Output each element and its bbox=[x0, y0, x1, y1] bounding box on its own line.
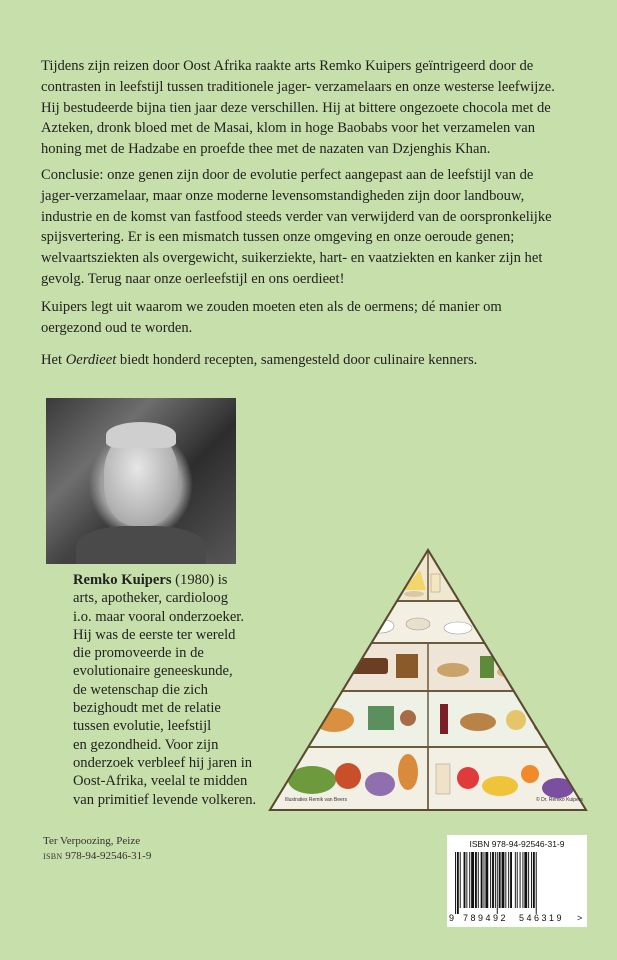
pyramid-copyright: © Dr. Remko Kuipers bbox=[536, 797, 584, 803]
barcode-digits-left: 789492 bbox=[463, 913, 509, 923]
barcode-isbn-text: ISBN 978-94-92546-31-9 bbox=[469, 839, 565, 849]
conclusion-paragraph bbox=[41, 165, 589, 290]
p2-line: gevolg. Terug naar onze oerleefstijl en ons oerdieet! bbox=[41, 270, 345, 287]
p1-line: honing met de Hadzabe en proefde thee met de nazaten van Dzjenghis Khan. bbox=[41, 141, 491, 158]
bio-line: Hij was de eerste ter wereld bbox=[73, 626, 236, 643]
barcode-digit-end: > bbox=[577, 913, 583, 923]
bio-line: evolutionaire geneeskunde, bbox=[73, 663, 233, 680]
food-pyramid-illustration bbox=[268, 548, 588, 816]
recipes-paragraph bbox=[41, 350, 589, 371]
publisher-name: Ter Verpoozing, Peize bbox=[43, 835, 141, 847]
p1-line: contrasten in leefstijl tussen traditionele jager- verzamelaars en onze westerse leefwijze. bbox=[41, 78, 555, 95]
recipes-text-after: biedt honderd recepten, samengesteld door culinaire kenners. bbox=[116, 352, 478, 368]
p2-line: welvaartsziekten als overgewicht, suikerziekte, hart- en vaatziekten en kanker zijn het bbox=[41, 250, 543, 267]
author-year: (1980) is bbox=[171, 572, 228, 588]
isbn-barcode bbox=[447, 835, 587, 927]
author-name: Remko Kuipers bbox=[73, 572, 172, 588]
bio-line: Oost-Afrika, veelal te midden bbox=[73, 773, 248, 790]
p1-line: Hij bestudeerde bijna tien jaar deze verschillen. Hij at bittere ongezoete chocola met de bbox=[41, 99, 551, 116]
p2-line: spijsvertering. Er is een mismatch tussen onze omgeving en onze oeroude genen; bbox=[41, 229, 515, 246]
bio-line: i.o. maar vooral onderzoeker. bbox=[73, 608, 244, 625]
p1-line: Azteken, dronk bloed met de Masai, klom in hoge Baobabs voor het verzamelen van bbox=[41, 120, 536, 137]
publisher-info bbox=[43, 834, 151, 864]
p2-line: industrie en de komst van fastfood steeds verder van verwijderd van de oorspronkelijke bbox=[41, 208, 552, 225]
illustration-credit: Illustraties Remik van Beers bbox=[285, 797, 347, 803]
p1-line: Tijdens zijn reizen door Oost Afrika raakte arts Remko Kuipers geïntrigeerd door de bbox=[41, 58, 534, 74]
p2-line: jager-verzamelaar, maar onze moderne levensomstandigheden zijn door landbouw, bbox=[41, 187, 525, 204]
p2-line: Conclusie: onze genen zijn door de evolutie perfect aangepast aan de leefstijl van de bbox=[41, 167, 534, 183]
bio-line: en gezondheid. Voor zijn bbox=[73, 736, 219, 753]
bio-line: die promoveerde in de bbox=[73, 645, 204, 662]
bio-line: arts, apotheker, cardioloog bbox=[73, 590, 229, 607]
kuipers-paragraph bbox=[41, 297, 589, 339]
p3-line: Kuipers legt uit waarom we zouden moeten eten als de oermens; dé manier om bbox=[41, 299, 502, 315]
bio-line: van primitief levende volkeren. bbox=[73, 791, 257, 808]
bio-line: tussen evolutie, leefstijl bbox=[73, 718, 212, 735]
isbn-label: isbn bbox=[43, 850, 63, 862]
publisher-isbn: 978-94-92546-31-9 bbox=[65, 850, 152, 862]
p3-line: oergezond oud te worden. bbox=[41, 319, 193, 336]
barcode-bars bbox=[451, 852, 583, 914]
author-photo bbox=[46, 398, 236, 564]
barcode-digit-lead: 9 bbox=[449, 913, 455, 923]
bio-line: de wetenschap die zich bbox=[73, 681, 208, 698]
barcode-digits-right: 546319 bbox=[519, 913, 565, 923]
author-bio bbox=[73, 571, 263, 809]
bio-line: onderzoek verbleef hij jaren in bbox=[73, 754, 253, 771]
intro-paragraph bbox=[41, 56, 589, 160]
bio-line: bezighoudt met de relatie bbox=[73, 700, 221, 717]
recipes-text-before: Het bbox=[41, 352, 66, 368]
book-title: Oerdieet bbox=[65, 352, 117, 368]
